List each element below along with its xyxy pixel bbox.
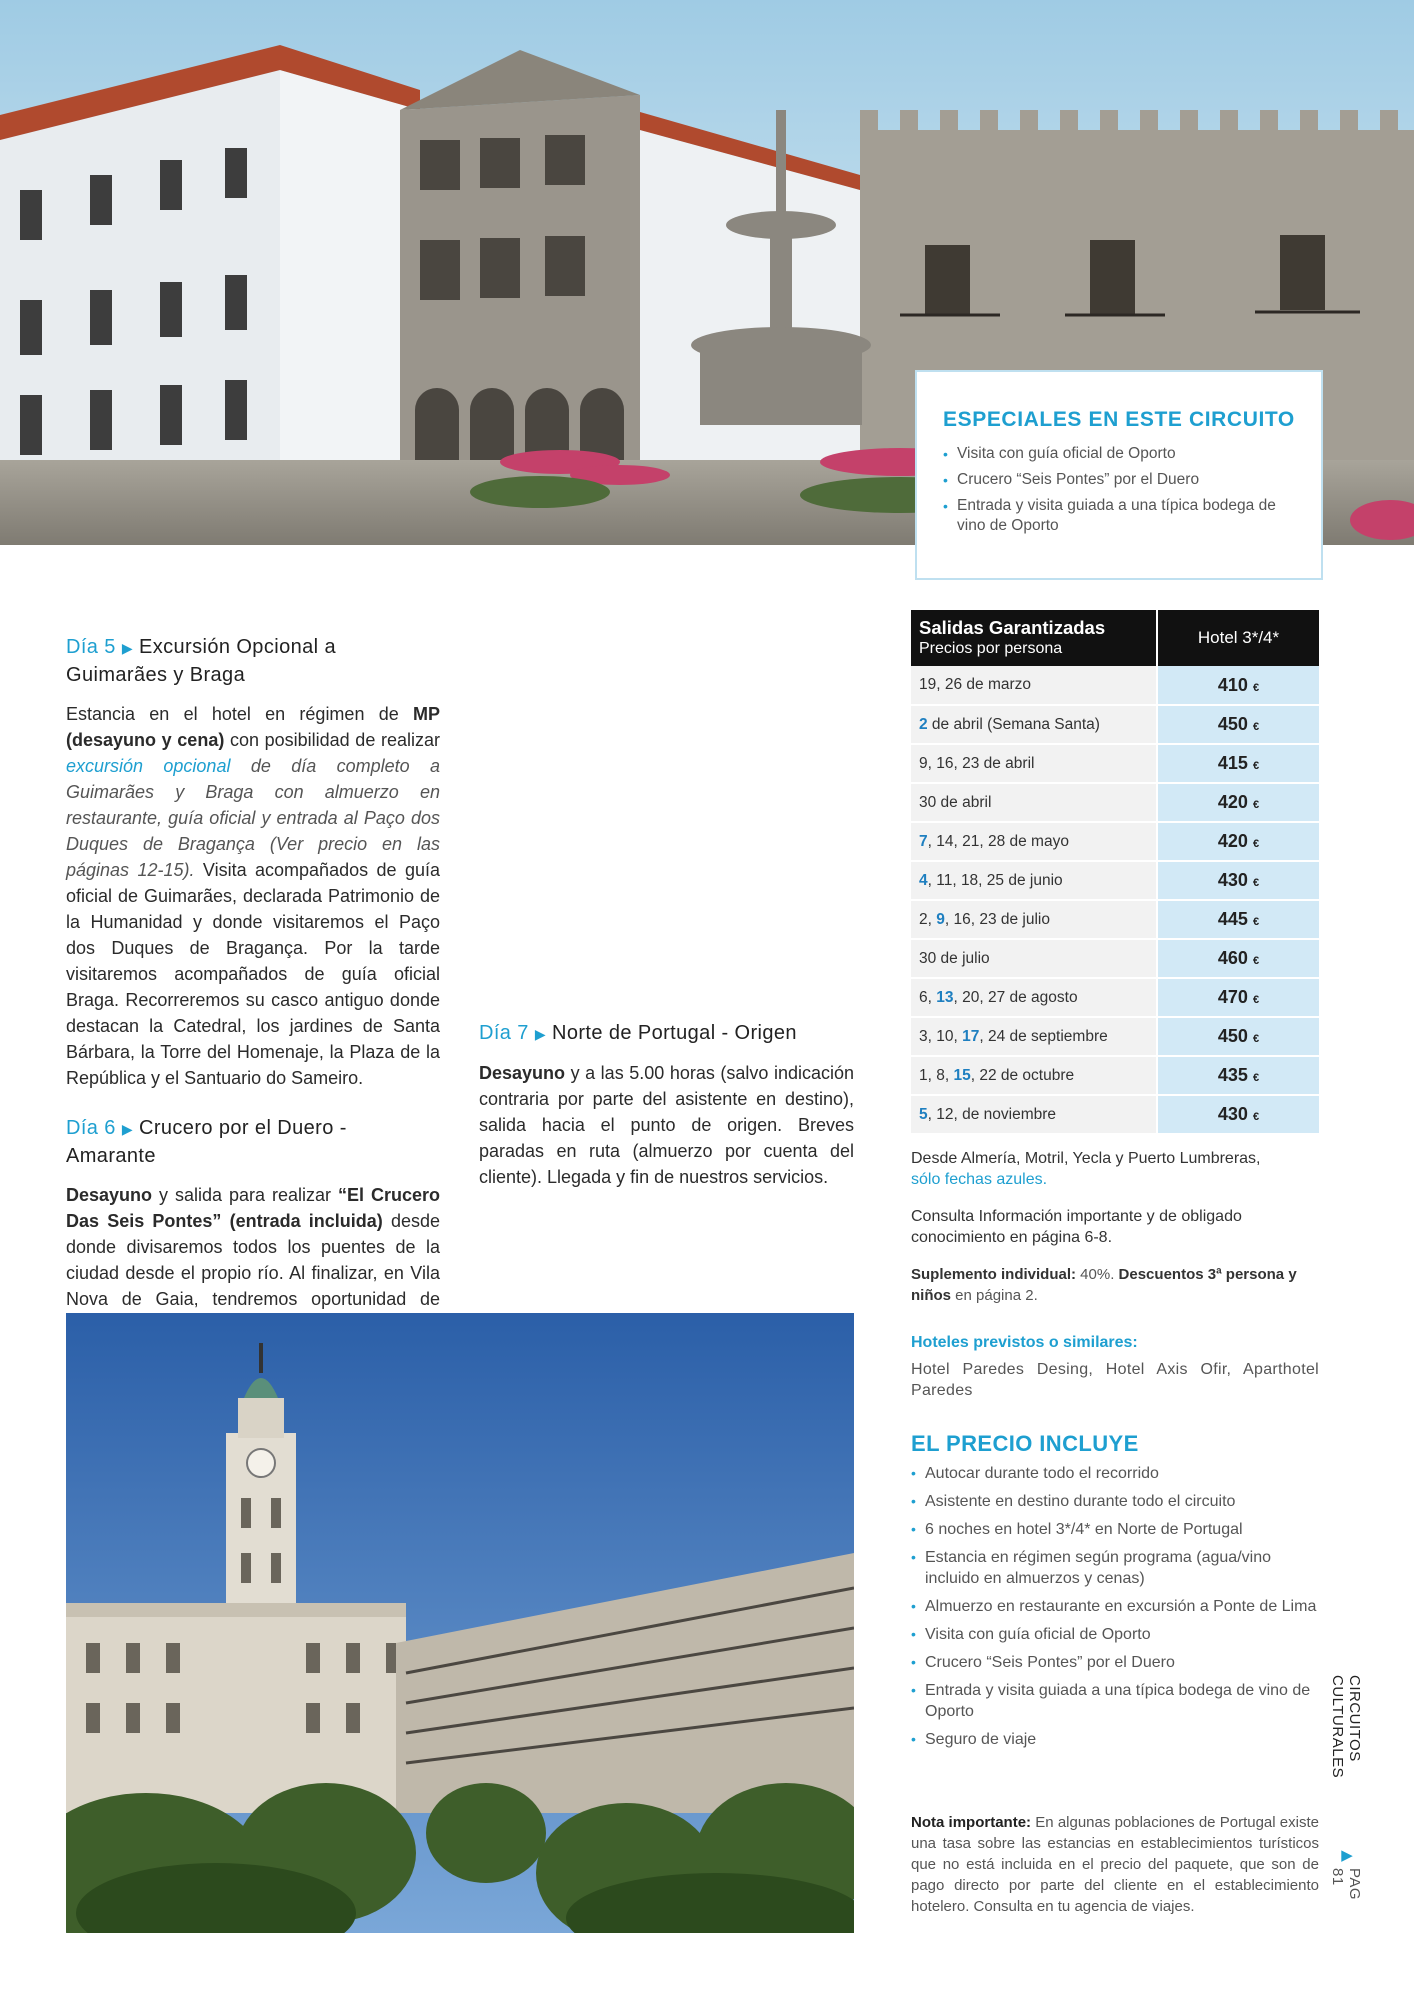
day-6-text-part: desde donde divisaremos todos los puentes de la ciudad desde el propio río. Al finalizar, en Vila Nova de Gaia, tendremos oportunidad de — [66, 1211, 440, 1309]
currency: € — [1252, 994, 1260, 1006]
arrow-right-icon: ▶ — [1338, 1845, 1355, 1865]
date-cell — [911, 822, 1157, 861]
price-value: 435 — [1217, 1065, 1248, 1085]
price-cell — [1157, 1056, 1319, 1095]
day-6-bold: Desayuno — [66, 1185, 153, 1205]
date-cell: 3, 10, 17, 24 de septiembre — [911, 1017, 1157, 1056]
currency: € — [1252, 1111, 1260, 1123]
price-cell — [1157, 939, 1319, 978]
section-name: CIRCUITOS CULTURALES — [1329, 1675, 1363, 1779]
price-value: 450 — [1217, 1026, 1248, 1046]
day-7-bold: Desayuno — [479, 1063, 566, 1083]
blue-date: 7 — [919, 832, 928, 850]
date-cell — [911, 666, 1157, 705]
blue-date: 9 — [936, 910, 945, 928]
currency: € — [1252, 838, 1260, 850]
includes-item: • Entrada y visita guiada a una típica bodega de vino de Oporto — [911, 1680, 1319, 1722]
price-value: 420 — [1217, 831, 1248, 851]
day-5-title: Excursión Opcional a Guimarães y Braga — [66, 636, 336, 686]
date-text: , 14, 21, 28 de mayo — [927, 832, 1069, 850]
price-cell — [1157, 666, 1319, 705]
table-row — [911, 939, 1319, 978]
especiales-item: • Crucero “Seis Pontes” por el Duero — [943, 470, 1299, 490]
day-7-text-part: y a las 5.00 horas (salvo indicación contraria por parte del asistente en destino), salida hacia el punto de origen. Breves paradas en ruta (almuerzo por cuenta del cliente). Llegada y fin de nuestros servicios. — [479, 1063, 854, 1187]
date-cell: 6, 13, 20, 27 de agosto — [911, 978, 1157, 1017]
especiales-box — [915, 370, 1323, 580]
price-value: 470 — [1217, 987, 1248, 1007]
date-text: , 12, de noviembre — [927, 1105, 1057, 1123]
especiales-item: • Visita con guía oficial de Oporto — [943, 444, 1299, 464]
blue-date: 13 — [936, 988, 954, 1006]
date-text: 30 de julio — [919, 949, 990, 967]
price-cell — [1157, 705, 1319, 744]
section-side-label — [1330, 1675, 1362, 1915]
date-cell: 2, 9, 16, 23 de julio — [911, 900, 1157, 939]
price-includes-block — [911, 1431, 1319, 1757]
price-includes-list — [911, 1463, 1319, 1750]
blue-date: 15 — [953, 1066, 971, 1084]
day-7-number: Día 7 — [479, 1022, 529, 1044]
day-5-number: Día 5 — [66, 636, 116, 658]
price-includes-title: EL PRECIO INCLUYE — [911, 1431, 1139, 1456]
price-value: 450 — [1217, 714, 1248, 734]
table-row — [911, 978, 1319, 1017]
price-cell — [1157, 822, 1319, 861]
day-5-text — [66, 701, 440, 1091]
price-value: 415 — [1217, 753, 1248, 773]
price-cell — [1157, 1095, 1319, 1134]
price-cell — [1157, 1017, 1319, 1056]
table-row — [911, 783, 1319, 822]
day-5-heading — [66, 634, 440, 689]
price-cell — [1157, 978, 1319, 1017]
blue-date: 5 — [919, 1105, 928, 1123]
table-row — [911, 900, 1319, 939]
table-row — [911, 666, 1319, 705]
blue-date: 17 — [962, 1027, 980, 1045]
especiales-title: ESPECIALES EN ESTE CIRCUITO — [943, 408, 1295, 431]
table-header-hotel: Hotel 3*/4* — [1157, 610, 1319, 666]
currency: € — [1252, 955, 1260, 967]
table-header-dates — [911, 610, 1157, 666]
discount-label: Descuentos 3ª persona y niños — [911, 1266, 1297, 1304]
date-text: 30 de abril — [919, 793, 992, 811]
includes-item: • Almuerzo en restaurante en excursión a Ponte de Lima — [911, 1596, 1319, 1617]
day-6-heading — [66, 1115, 440, 1170]
includes-item: • Estancia en régimen según programa (agua/vino incluido en almuerzos y cenas) — [911, 1547, 1319, 1589]
price-value: 430 — [1217, 1104, 1248, 1124]
hotels-list: Hotel Paredes Desing, Hotel Axis Ofir, Aparthotel Paredes — [911, 1361, 1319, 1399]
currency: € — [1252, 721, 1260, 733]
arrow-right-icon: ▶ — [534, 1026, 546, 1042]
day-6-title: Crucero por el Duero - Amarante — [66, 1117, 347, 1167]
price-value: 420 — [1217, 792, 1248, 812]
currency: € — [1252, 1072, 1260, 1084]
table-row — [911, 1095, 1319, 1134]
day-7-title: Norte de Portugal - Origen — [551, 1022, 797, 1044]
price-value: 430 — [1217, 870, 1248, 890]
date-cell — [911, 939, 1157, 978]
price-value: 445 — [1217, 909, 1248, 929]
day-5-bold: MP (desayuno y cena) — [66, 704, 440, 750]
date-cell — [911, 1095, 1157, 1134]
consulta-note: Consulta Información importante y de obligado conocimiento en página 6-8. — [911, 1208, 1242, 1246]
includes-item: • Autocar durante todo el recorrido — [911, 1463, 1319, 1484]
blue-date: 4 — [919, 871, 928, 889]
table-row — [911, 1056, 1319, 1095]
includes-item: • Seguro de viaje — [911, 1729, 1319, 1750]
date-text: de abril (Semana Santa) — [927, 715, 1100, 733]
porto-city-hall-photo — [66, 1313, 854, 1933]
price-cell — [1157, 744, 1319, 783]
price-value: 410 — [1217, 674, 1248, 695]
table-subtitle: Precios por persona — [919, 640, 1063, 657]
important-note-text: En algunas poblaciones de Portugal existe una tasa sobre las estancias en establecimientos turísticos que no está incluida en el precio del paquete, que son de pago directo por parte del cliente en el establecimiento hotelero. Consulta en tu agencia de viajes. — [911, 1814, 1319, 1915]
includes-item: • 6 noches en hotel 3*/4* en Norte de Portugal — [911, 1519, 1319, 1540]
table-title: Salidas Garantizadas — [919, 617, 1106, 638]
date-cell — [911, 744, 1157, 783]
day-6-text-part: y salida para realizar — [152, 1185, 338, 1205]
currency: € — [1252, 877, 1260, 889]
day-6-bold: “El Crucero Das Seis Pontes” (entrada incluida) — [66, 1185, 440, 1231]
date-text: 19, 26 de marzo — [919, 676, 1032, 693]
discount-text: en página 2. — [951, 1287, 1038, 1304]
hotels-block — [911, 1332, 1319, 1401]
table-row — [911, 1017, 1319, 1056]
supplement-label: Suplemento individual: — [911, 1266, 1077, 1283]
price-cell — [1157, 900, 1319, 939]
especiales-list — [943, 444, 1299, 536]
especiales-item: • Entrada y visita guiada a una típica bodega de vino de Oporto — [943, 496, 1299, 536]
date-text: 9, 16, 23 de abril — [919, 754, 1035, 772]
currency: € — [1252, 799, 1260, 811]
currency: € — [1252, 916, 1260, 928]
arrow-right-icon: ▶ — [121, 640, 133, 656]
date-cell — [911, 783, 1157, 822]
table-row — [911, 705, 1319, 744]
itinerary-column-2 — [479, 1020, 854, 1190]
supplement-value: 40%. — [1076, 1266, 1115, 1283]
important-note — [911, 1812, 1319, 1917]
table-row — [911, 861, 1319, 900]
date-cell — [911, 861, 1157, 900]
table-row — [911, 822, 1319, 861]
departures-note — [911, 1148, 1319, 1190]
includes-item: • Asistente en destino durante todo el circuito — [911, 1491, 1319, 1512]
includes-item: • Visita con guía oficial de Oporto — [911, 1624, 1319, 1645]
day-5-text-part: Visita acompañados de guía oficial de Guimarães, declarada Patrimonio de la Humanidad y donde visitaremos el Paço dos Duques de Bragança. Por la tarde visitaremos acompañados de guía oficial Braga. Recorreremos su casco antiguo donde destacan la Catedral, los jardines de Santa Bárbara, la Torre del Homenaje, la Plaza de la República y el Santuario do Sameiro. — [66, 860, 440, 1088]
arrow-right-icon: ▶ — [121, 1121, 133, 1137]
page-number: PAG 81 — [1329, 1868, 1363, 1901]
day-5-text-part: con posibilidad de realizar — [224, 730, 440, 750]
price-value: 460 — [1217, 948, 1248, 968]
currency: € — [1252, 1033, 1260, 1045]
important-note-label: Nota importante: — [911, 1814, 1032, 1831]
blue-date: 2 — [919, 715, 928, 733]
table-row — [911, 744, 1319, 783]
supplement-note — [911, 1264, 1319, 1306]
day-6-number: Día 6 — [66, 1117, 116, 1139]
date-cell: 1, 8, 15, 22 de octubre — [911, 1056, 1157, 1095]
price-cell — [1157, 861, 1319, 900]
excursion-opcional-link[interactable]: excursión opcional — [66, 756, 231, 776]
hotels-title: Hoteles previstos o similares: — [911, 1334, 1138, 1351]
currency: € — [1252, 760, 1260, 772]
day-7-text — [479, 1060, 854, 1190]
day-5-text-part: Estancia en el hotel en régimen de — [66, 704, 413, 724]
includes-item: • Crucero “Seis Pontes” por el Duero — [911, 1652, 1319, 1673]
date-text: , 11, 18, 25 de junio — [927, 871, 1063, 889]
price-cell — [1157, 783, 1319, 822]
price-table — [911, 610, 1319, 1135]
date-cell — [911, 705, 1157, 744]
departures-text: Desde Almería, Motril, Yecla y Puerto Lumbreras, — [911, 1150, 1261, 1167]
day-7-heading — [479, 1020, 854, 1048]
blue-dates-note: sólo fechas azules. — [911, 1171, 1048, 1188]
day-5-italic: de día completo a Guimarães y Braga con almuerzo en restaurante, guía oficial y entrada al Paço dos Duques de Bragança (Ver precio en las páginas 12-15). — [66, 756, 440, 880]
currency: € — [1252, 681, 1260, 694]
